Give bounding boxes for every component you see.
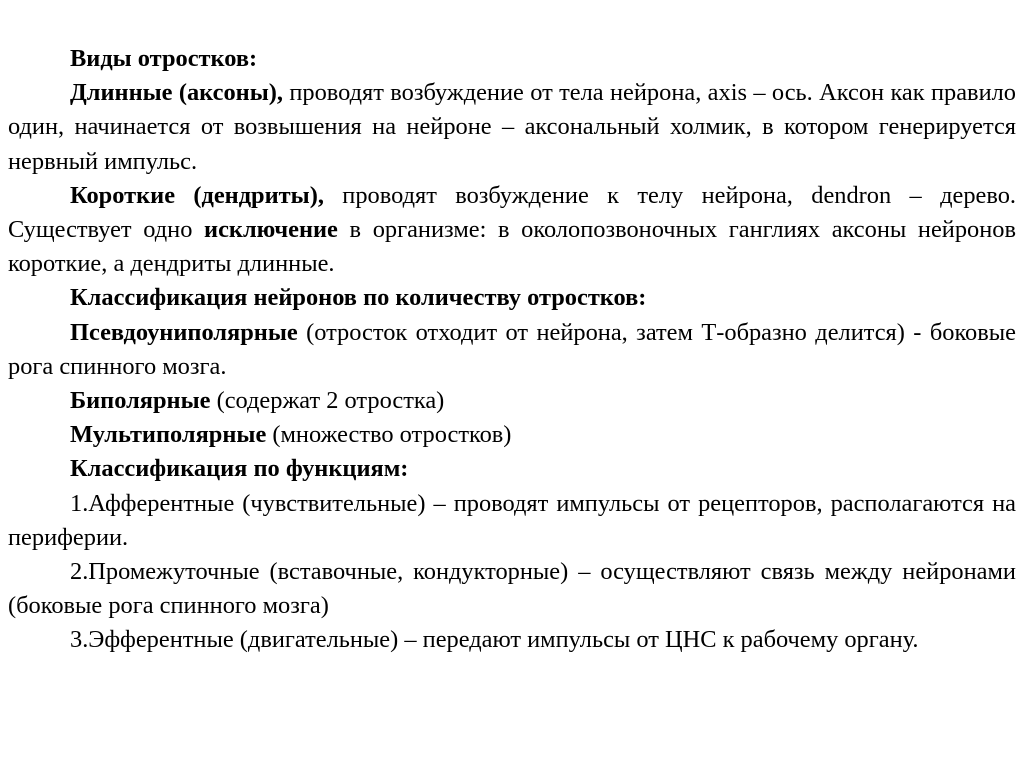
efferent-paragraph xyxy=(8,623,1016,657)
classification-by-function-bold: Классификация по функциям: xyxy=(70,455,409,483)
long-processes-text: проводят возбуждение от тела нейрона, axis – ось. Аксон как правило один, начинается от возвышения на нейроне – аксональный холмик, в котором генерируется нервный импульс. xyxy=(8,79,1016,175)
long-processes-paragraph xyxy=(8,76,1016,179)
pseudounipolar-paragraph xyxy=(8,316,1016,384)
processes-heading-bold: Виды отростков: xyxy=(70,45,258,72)
short-processes-paragraph xyxy=(8,179,1016,282)
pseudounipolar-text: (отросток отходит от нейрона, затем Т-образно делится) - боковые рога спинного мозга. xyxy=(8,318,1016,380)
afferent-paragraph xyxy=(8,487,1016,555)
multipolar-term: Мультиполярные xyxy=(70,421,267,449)
bipolar-paragraph xyxy=(8,384,1016,418)
short-processes-text-before: проводят возбуждение к телу нейрона, dendron – дерево. Существует одно xyxy=(8,181,1017,244)
classification-by-processes-bold: Классификация нейронов по количеству отростков: xyxy=(70,284,647,312)
intermediate-paragraph xyxy=(8,555,1016,623)
processes-heading xyxy=(8,42,1016,76)
long-processes-term: Длинные (аксоны), xyxy=(70,79,283,107)
bipolar-text: (содержат 2 отростка) xyxy=(210,387,445,415)
multipolar-text: (множество отростков) xyxy=(266,421,512,449)
bipolar-term: Биполярные xyxy=(70,387,211,415)
classification-by-processes-heading xyxy=(8,281,1016,315)
intermediate-text: 2.Промежуточные (вставочные, кондукторные) – осуществляют связь между нейронами (боковые рога спинного мозга) xyxy=(8,558,1016,620)
slide-text xyxy=(8,42,1016,658)
classification-by-function-heading xyxy=(8,452,1016,486)
short-processes-text-after: в организме: в околопозвоночных ганглиях аксоны нейронов короткие, а дендриты длинные. xyxy=(8,216,1016,278)
exception-term: исключение xyxy=(204,216,338,244)
afferent-text: 1.Афферентные (чувствительные) – проводят импульсы от рецепторов, располагаются на периферии. xyxy=(8,489,1016,551)
short-processes-term: Короткие (дендриты), xyxy=(70,181,324,209)
pseudounipolar-term: Псевдоуниполярные xyxy=(70,318,298,346)
efferent-text: 3.Эфферентные (двигательные) – передают импульсы от ЦНС к рабочему органу. xyxy=(70,626,919,654)
multipolar-paragraph xyxy=(8,418,1016,452)
